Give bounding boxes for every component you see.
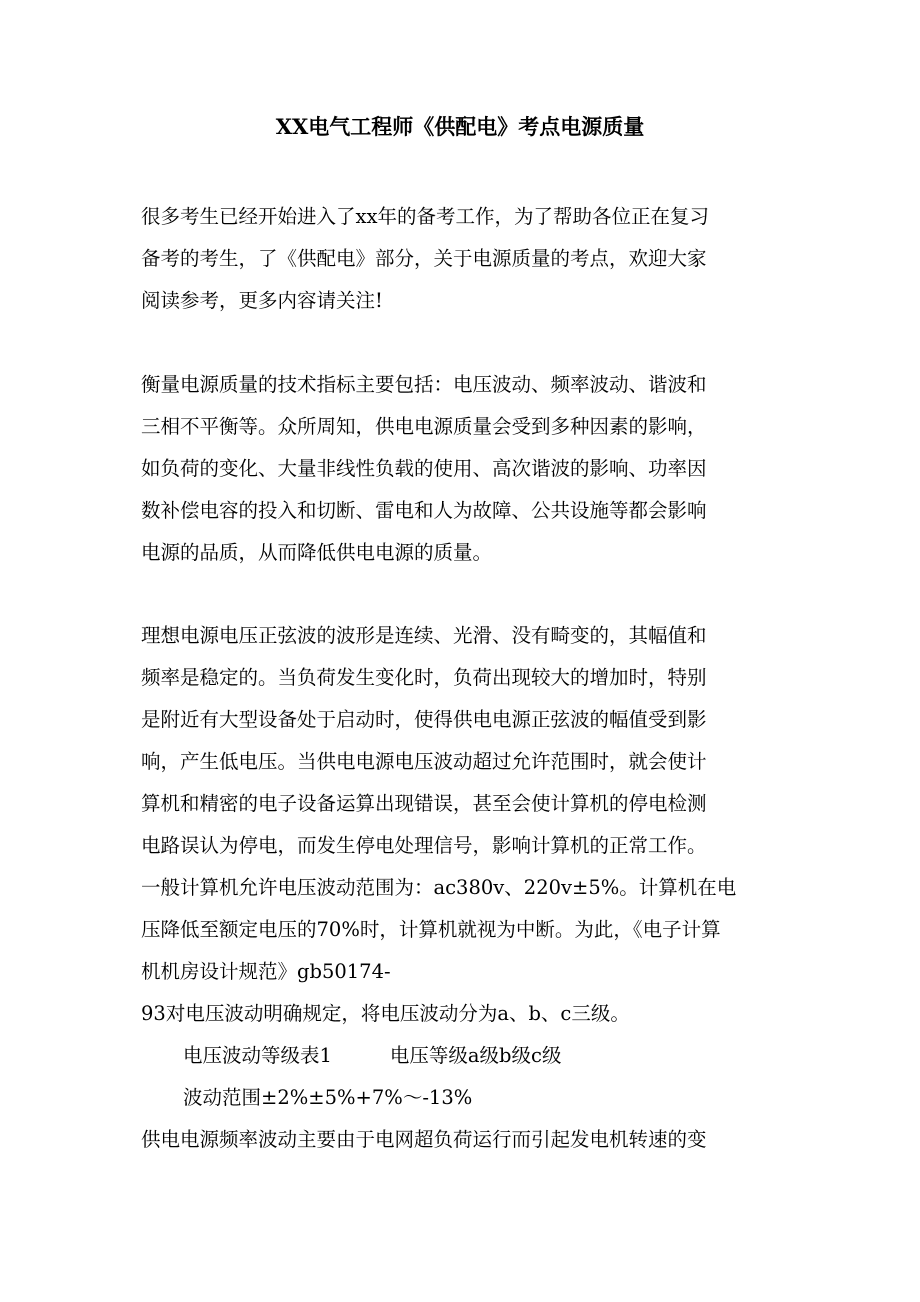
paragraph-line: 理想电源电压正弦波的波形是连续、光滑、没有畸变的，其幅值和	[141, 624, 707, 647]
paragraph-line: 电源的品质，从而降低供电电源的质量。	[141, 541, 493, 564]
paragraph-line: 是附近有大型设备处于启动时，使得供电电源正弦波的幅值受到影	[141, 708, 707, 731]
paragraph-line: 如负荷的变化、大量非线性负载的使用、高次谐波的影响、功率因	[141, 457, 707, 480]
paragraph-line: 一般计算机允许电压波动范围为：ac380v、220v±5%。计算机在电	[141, 876, 737, 899]
table-title: 电压波动等级表1	[183, 1044, 332, 1067]
paragraph-line: 阅读参考，更多内容请关注!	[141, 289, 383, 312]
paragraph-line: 电路误认为停电，而发生停电处理信号，影响计算机的正常工作。	[141, 834, 707, 857]
paragraph-line: 机机房设计规范》gb50174-	[141, 960, 391, 983]
document-title: XX电气工程师《供配电》考点电源质量	[275, 114, 645, 139]
table-row-ranges: 波动范围±2%±5%+7%～-13%	[183, 1086, 473, 1109]
paragraph-line: 三相不平衡等。众所周知，供电电源质量会受到多种因素的影响，	[141, 415, 707, 438]
paragraph-line: 频率是稳定的。当负荷发生变化时，负荷出现较大的增加时，特别	[141, 666, 707, 689]
paragraph-line: 响，产生低电压。当供电电源电压波动超过允许范围时，就会使计	[141, 750, 707, 773]
paragraph-line: 算机和精密的电子设备运算出现错误，甚至会使计算机的停电检测	[141, 792, 707, 815]
paragraph-line: 供电电源频率波动主要由于电网超负荷运行而引起发电机转速的变	[141, 1128, 707, 1151]
paragraph-line: 数补偿电容的投入和切断、雷电和人为故障、公共设施等都会影响	[141, 499, 707, 522]
paragraph-line: 衡量电源质量的技术指标主要包括：电压波动、频率波动、谐波和	[141, 373, 707, 396]
table-row-grades: 电压等级a级b级c级	[389, 1044, 562, 1067]
paragraph-line: 很多考生已经开始进入了xx年的备考工作，为了帮助各位正在复习	[141, 205, 709, 228]
table-header-row	[183, 1041, 561, 1071]
paragraph-line: 93对电压波动明确规定，将电压波动分为a、b、c三级。	[141, 1002, 630, 1025]
paragraph-line: 备考的考生，了《供配电》部分，关于电源质量的考点，欢迎大家	[141, 247, 707, 270]
paragraph-line: 压降低至额定电压的70%时，计算机就视为中断。为此，《电子计算	[141, 918, 721, 941]
